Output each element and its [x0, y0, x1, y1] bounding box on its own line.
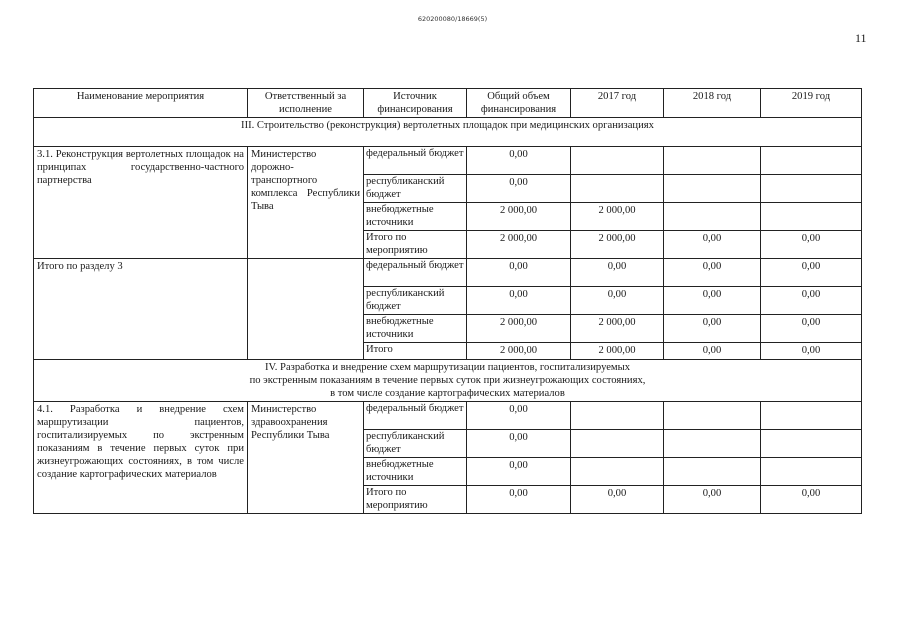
- header-name: Наименование мероприятия: [34, 89, 248, 118]
- y2017-cell: [571, 430, 664, 458]
- table-row: [34, 402, 862, 430]
- table-header-row: [34, 89, 862, 118]
- y2017-cell: 2 000,00: [571, 343, 664, 360]
- section-4-title-line-3: в том числе создание картографических материалов: [330, 388, 565, 399]
- total-cell: 0,00: [467, 175, 571, 203]
- y2019-cell: [761, 402, 862, 430]
- total-cell: 0,00: [467, 430, 571, 458]
- y2019-cell: 0,00: [761, 486, 862, 514]
- item-4-1-name: 4.1. Разработка и внедрение схем маршрутизации пациентов, госпитализируемых по экстренным показаниям в течение первых суток при жизнеугрожающих состояниях, в том числе создание картографических материалов: [34, 402, 248, 514]
- item-3-1-name: 3.1. Реконструкция вертолетных площадок на принципах государственно-частного партнерства: [34, 147, 248, 259]
- total-cell: 0,00: [467, 458, 571, 486]
- y2017-cell: [571, 175, 664, 203]
- total-cell: 2 000,00: [467, 315, 571, 343]
- total-cell: 2 000,00: [467, 231, 571, 259]
- source-cell: Итого по мероприятию: [364, 486, 467, 514]
- total-cell: 0,00: [467, 486, 571, 514]
- financing-table: [33, 88, 862, 514]
- y2019-cell: 0,00: [761, 343, 862, 360]
- total-cell: 2 000,00: [467, 203, 571, 231]
- header-2019: 2019 год: [761, 89, 862, 118]
- item-3-1-responsible: Министерство дорожно-транспортного комплекса Республики Тыва: [248, 147, 364, 259]
- y2017-cell: 2 000,00: [571, 315, 664, 343]
- header-source: Источник финансирования: [364, 89, 467, 118]
- source-cell: внебюджетные источники: [364, 458, 467, 486]
- y2017-cell: 0,00: [571, 486, 664, 514]
- section-3-subtotal-name: Итого по разделу 3: [34, 259, 248, 360]
- document-code: 620200080/18669(5): [417, 15, 488, 23]
- y2018-cell: [664, 458, 761, 486]
- header-2017: 2017 год: [571, 89, 664, 118]
- y2018-cell: 0,00: [664, 486, 761, 514]
- total-cell: 0,00: [467, 402, 571, 430]
- y2018-cell: 0,00: [664, 343, 761, 360]
- y2019-cell: 0,00: [761, 231, 862, 259]
- source-cell: республиканский бюджет: [364, 175, 467, 203]
- section-3-title-row: [34, 118, 862, 147]
- y2018-cell: [664, 175, 761, 203]
- table-row: [34, 147, 862, 175]
- section-3-subtotal-responsible: [248, 259, 364, 360]
- section-3-title: III. Строительство (реконструкция) вертолетных площадок при медицинских организациях: [34, 118, 862, 147]
- source-cell: внебюджетные источники: [364, 315, 467, 343]
- source-cell: республиканский бюджет: [364, 430, 467, 458]
- y2017-cell: 0,00: [571, 259, 664, 287]
- y2017-cell: [571, 458, 664, 486]
- total-cell: 0,00: [467, 259, 571, 287]
- total-cell: 0,00: [467, 147, 571, 175]
- source-cell: Итого: [364, 343, 467, 360]
- section-4-title-line-1: IV. Разработка и внедрение схем маршрутизации пациентов, госпитализируемых: [264, 362, 631, 373]
- source-cell: республиканский бюджет: [364, 287, 467, 315]
- y2019-cell: [761, 458, 862, 486]
- source-cell: внебюджетные источники: [364, 203, 467, 231]
- source-cell: федеральный бюджет: [364, 402, 467, 430]
- y2018-cell: [664, 203, 761, 231]
- source-cell: Итого по мероприятию: [364, 231, 467, 259]
- y2019-cell: [761, 175, 862, 203]
- y2018-cell: [664, 147, 761, 175]
- y2018-cell: 0,00: [664, 315, 761, 343]
- y2018-cell: 0,00: [664, 287, 761, 315]
- section-4-title: [34, 360, 862, 402]
- y2017-cell: 2 000,00: [571, 203, 664, 231]
- y2019-cell: [761, 203, 862, 231]
- y2017-cell: [571, 402, 664, 430]
- y2019-cell: 0,00: [761, 259, 862, 287]
- total-cell: 2 000,00: [467, 343, 571, 360]
- item-4-1-responsible: Министерство здравоохранения Республики Тыва: [248, 402, 364, 514]
- total-cell: 0,00: [467, 287, 571, 315]
- source-cell: федеральный бюджет: [364, 259, 467, 287]
- y2017-cell: 0,00: [571, 287, 664, 315]
- y2017-cell: 2 000,00: [571, 231, 664, 259]
- y2019-cell: [761, 147, 862, 175]
- y2018-cell: 0,00: [664, 231, 761, 259]
- header-total: Общий объем финансирования: [467, 89, 571, 118]
- y2017-cell: [571, 147, 664, 175]
- source-cell: федеральный бюджет: [364, 147, 467, 175]
- section-4-title-line-2: по экстренным показаниям в течение первых суток при жизнеугрожающих состояниях,: [249, 375, 646, 386]
- page-number: 11: [855, 31, 867, 45]
- table-row: [34, 259, 862, 287]
- header-2018: 2018 год: [664, 89, 761, 118]
- y2018-cell: 0,00: [664, 259, 761, 287]
- y2018-cell: [664, 430, 761, 458]
- y2019-cell: 0,00: [761, 287, 862, 315]
- y2019-cell: [761, 430, 862, 458]
- header-responsible: Ответственный за исполнение: [248, 89, 364, 118]
- y2018-cell: [664, 402, 761, 430]
- y2019-cell: 0,00: [761, 315, 862, 343]
- section-4-title-row: [34, 360, 862, 402]
